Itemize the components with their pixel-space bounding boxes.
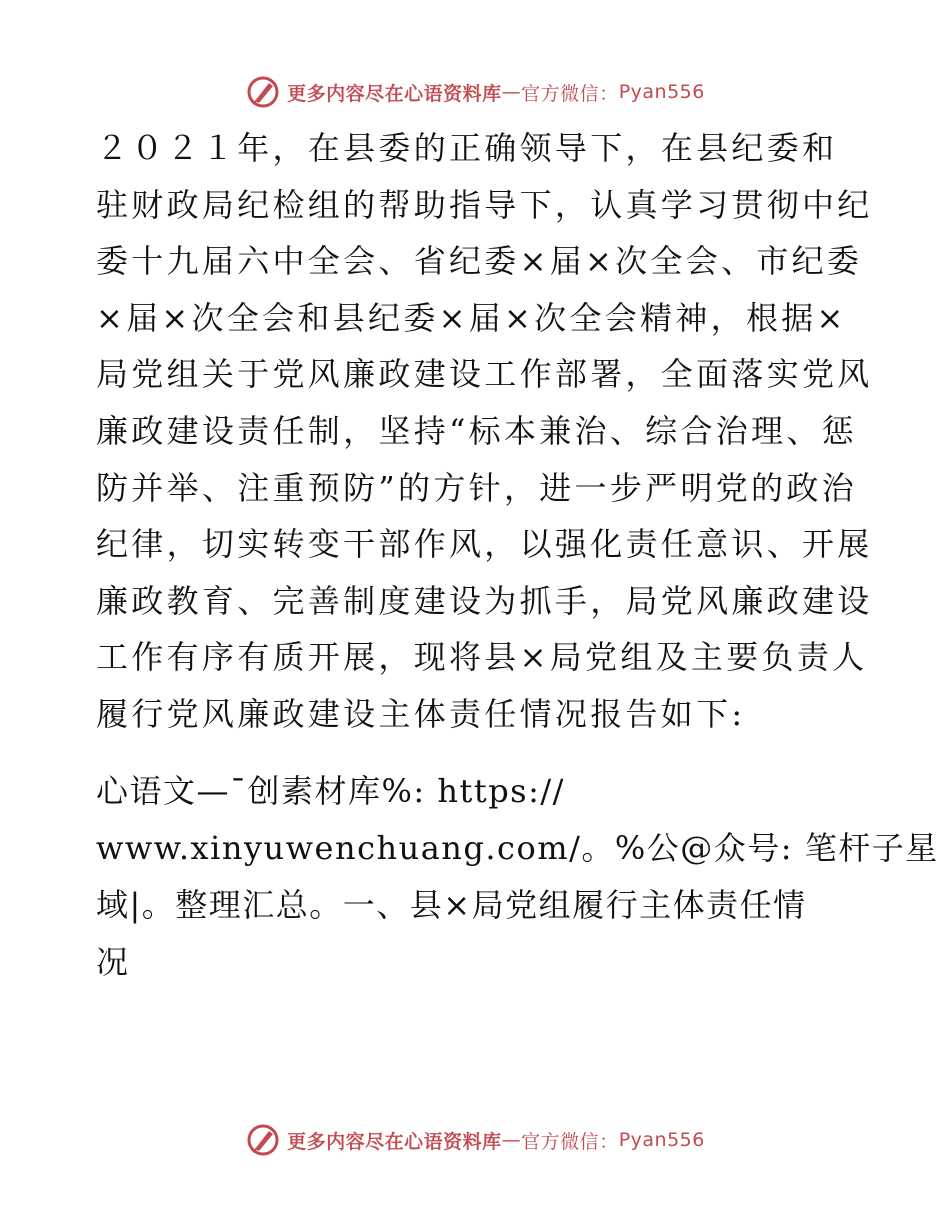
text-line: 况 <box>96 942 130 981</box>
text-line: 工作有序有质开展，现将县×局党组及主要负责人 <box>96 638 868 677</box>
text-line: 局党组关于党风廉政建设工作部署，全面落实党风 <box>96 355 873 394</box>
text-line: 心语文—¯创素材库%: https:// <box>96 771 565 810</box>
text-line: ×届×次全会和县纪委×届×次全会精神，根据× <box>96 298 847 337</box>
text-line: www.xinyuwenchuang.com/。%公@众号: 笔杆子星 <box>96 828 939 867</box>
text-line: 委十九届六中全会、省纪委×届×次全会、市纪委 <box>96 242 863 281</box>
watermark-contact-id: Pyan556 <box>618 81 705 103</box>
watermark-brand: 更多内容尽在心语资料库 <box>287 82 502 105</box>
text-line: 履行党风廉政建设主体责任情况报告如下: <box>96 694 746 733</box>
quill-logo-icon <box>245 74 281 110</box>
text-line: ２０２１年，在县委的正确领导下，在县纪委和 <box>96 129 838 167</box>
watermark-separator: — <box>501 81 522 103</box>
document-body <box>96 120 939 991</box>
watermark-contact-id: Pyan556 <box>618 1129 705 1151</box>
watermark-contact-label: 官方微信： <box>521 1130 619 1153</box>
text-line: 域|。整理汇总。一、县×局党组履行主体责任情 <box>96 885 807 924</box>
paragraph-report-intro <box>96 120 873 743</box>
text-line: 廉政教育、完善制度建设为抓手，局党风廉政建设 <box>96 581 873 620</box>
paragraph-source-and-section <box>96 763 939 991</box>
paragraph-gap <box>96 743 856 763</box>
watermark-brand: 更多内容尽在心语资料库 <box>287 1130 502 1153</box>
text-line: 防并举、注重预防”的方针，进一步严明党的政治 <box>96 468 857 507</box>
watermark-separator: — <box>501 1129 522 1151</box>
header-watermark <box>0 72 950 112</box>
footer-watermark <box>0 1120 950 1160</box>
watermark-contact-label: 官方微信： <box>521 82 619 105</box>
quill-logo-icon <box>245 1122 281 1158</box>
text-line: 廉政建设责任制，坚持“标本兼治、综合治理、惩 <box>96 411 857 450</box>
text-line: 驻财政局纪检组的帮助指导下，认真学习贯彻中纪 <box>96 185 873 224</box>
text-line: 纪律，切实转变干部作风，以强化责任意识、开展 <box>96 525 873 564</box>
